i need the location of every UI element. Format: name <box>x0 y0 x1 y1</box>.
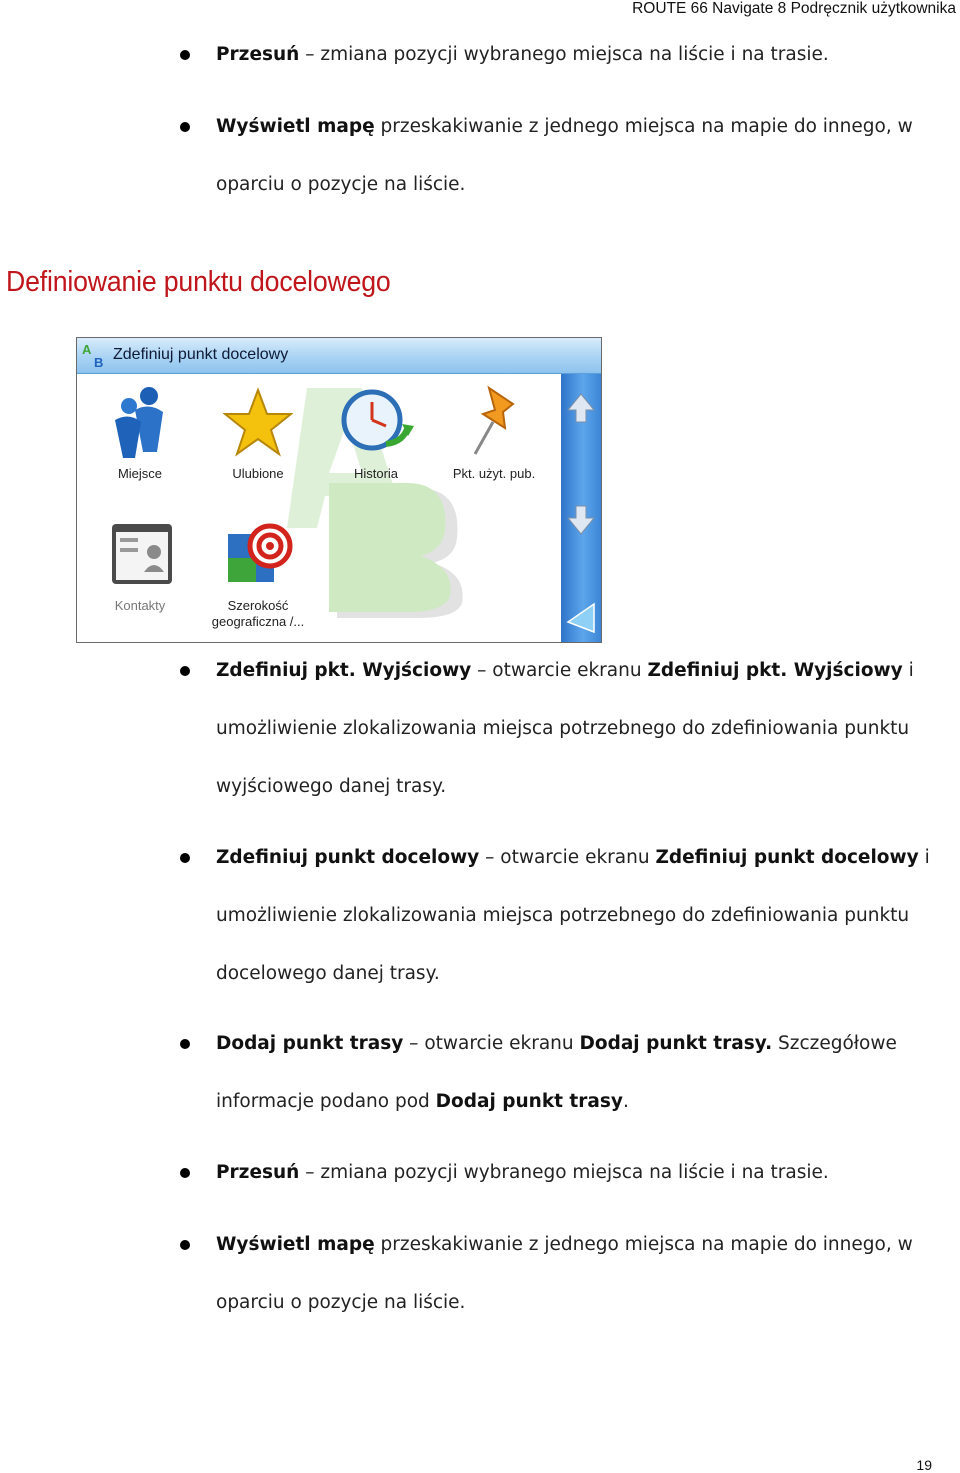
tile-label: Kontakty <box>114 598 166 613</box>
bullet-zdefiniuj-docelowy <box>216 829 956 1003</box>
bullet-text: otwarcie ekranu <box>424 1033 574 1054</box>
screen-scrollbar[interactable] <box>561 374 601 642</box>
bullet-dot <box>180 666 190 676</box>
bullet-text-tail: i <box>908 660 914 681</box>
bullet-text: przeskakiwanie z jednego miejsca na mapie do innego, w <box>380 1234 913 1255</box>
tile-label: Pkt. użyt. pub. <box>452 466 536 481</box>
tile-szerokosc-geograficzna[interactable] <box>203 514 313 630</box>
bullet-text: otwarcie ekranu <box>492 660 642 681</box>
bullet-term: Wyświetl mapę <box>216 1234 375 1255</box>
bullet-text-continued: oparciu o pozycje na liście. <box>216 174 466 195</box>
bullet-term-2: Zdefiniuj punkt docelowy <box>655 847 919 868</box>
screen-title: Zdefiniuj punkt docelowy <box>113 346 289 363</box>
tile-label: Miejsce <box>117 466 163 481</box>
tile-historia[interactable] <box>321 382 431 482</box>
tile-pkt-uzyt-pub[interactable] <box>439 382 549 482</box>
bullet-dot <box>180 1168 190 1178</box>
screen-titlebar <box>77 338 601 374</box>
bullet-term: Przesuń <box>216 44 300 65</box>
tile-label-line1: Szerokość <box>227 598 289 613</box>
bullet-term-2: Zdefiniuj pkt. Wyjściowy <box>647 660 903 681</box>
bullet-term-ref: Dodaj punkt trasy <box>435 1091 623 1112</box>
globe-target-icon <box>218 514 298 594</box>
dash: – <box>409 1033 419 1054</box>
bullet-dot <box>180 853 190 863</box>
tile-miejsce[interactable] <box>85 382 195 482</box>
tile-ulubione[interactable] <box>203 382 313 482</box>
bullet-text-line3: wyjściowego danej trasy. <box>216 776 447 797</box>
bullet-przesun <box>216 1144 956 1202</box>
people-icon <box>105 382 175 462</box>
bullet-text-line2: umożliwienie zlokalizowania miejsca potrzebnego do zdefiniowania punktu <box>216 718 910 739</box>
bullet-term-2: Dodaj punkt trasy. <box>579 1033 773 1054</box>
bullet-text-continued: oparciu o pozycje na liście. <box>216 1292 466 1313</box>
bullet-term: Zdefiniuj pkt. Wyjściowy <box>216 660 472 681</box>
bullet-dot <box>180 1039 190 1049</box>
page-number: 19 <box>916 1457 932 1473</box>
arrow-down-icon[interactable] <box>564 500 598 540</box>
logo-letter-b: B <box>94 355 104 369</box>
bullet-term: Zdefiniuj punkt docelowy <box>216 847 480 868</box>
contacts-card-icon <box>100 514 180 594</box>
bullet-dot <box>180 1240 190 1250</box>
bullet-text-tail: i <box>924 847 930 868</box>
dash: – <box>485 847 495 868</box>
bullet-text: informacje podano pod <box>216 1091 430 1112</box>
bullet-dot <box>180 50 190 60</box>
bullet-przesun-top <box>216 26 956 84</box>
bullet-wyswietl-top <box>216 98 956 214</box>
bullet-text: – zmiana pozycji wybranego miejsca na liście i na trasie. <box>305 44 829 65</box>
bullet-text: otwarcie ekranu <box>500 847 650 868</box>
tile-label-line2: geograficzna /... <box>211 614 305 629</box>
bullet-text: – zmiana pozycji wybranego miejsca na liście i na trasie. <box>305 1162 829 1183</box>
bullet-dodaj-punkt-trasy <box>216 1015 956 1131</box>
tile-kontakty[interactable] <box>85 514 195 614</box>
bullet-dot <box>180 122 190 132</box>
pushpin-icon <box>459 382 529 462</box>
back-triangle-icon[interactable] <box>564 596 598 636</box>
running-header: ROUTE 66 Navigate 8 Podręcznik użytkownika <box>632 0 956 17</box>
period: . <box>622 1091 629 1112</box>
bullet-text-tail: Szczegółowe <box>778 1033 897 1054</box>
section-title: Definiowanie punktu docelowego <box>6 266 391 298</box>
bullet-text: przeskakiwanie z jednego miejsca na mapie do innego, w <box>380 116 913 137</box>
logo-letter-a: A <box>82 342 92 357</box>
bullet-text-line3: docelowego danej trasy. <box>216 963 440 984</box>
device-screenshot <box>76 337 602 643</box>
ab-logo-icon <box>81 341 109 369</box>
bullet-wyswietl-mape <box>216 1216 956 1332</box>
arrow-up-icon[interactable] <box>564 388 598 428</box>
bullet-zdefiniuj-wyjsciowy <box>216 642 956 816</box>
bullet-text-line2 <box>216 1073 956 1131</box>
tile-label: Ulubione <box>232 466 284 481</box>
star-icon <box>223 382 293 462</box>
tile-label: Historia <box>353 466 399 481</box>
bullet-term: Przesuń <box>216 1162 300 1183</box>
dash: – <box>477 660 487 681</box>
clock-icon <box>336 382 416 462</box>
bullet-text-line2: umożliwienie zlokalizowania miejsca potrzebnego do zdefiniowania punktu <box>216 905 910 926</box>
bullet-term: Wyświetl mapę <box>216 116 375 137</box>
bullet-term: Dodaj punkt trasy <box>216 1033 404 1054</box>
